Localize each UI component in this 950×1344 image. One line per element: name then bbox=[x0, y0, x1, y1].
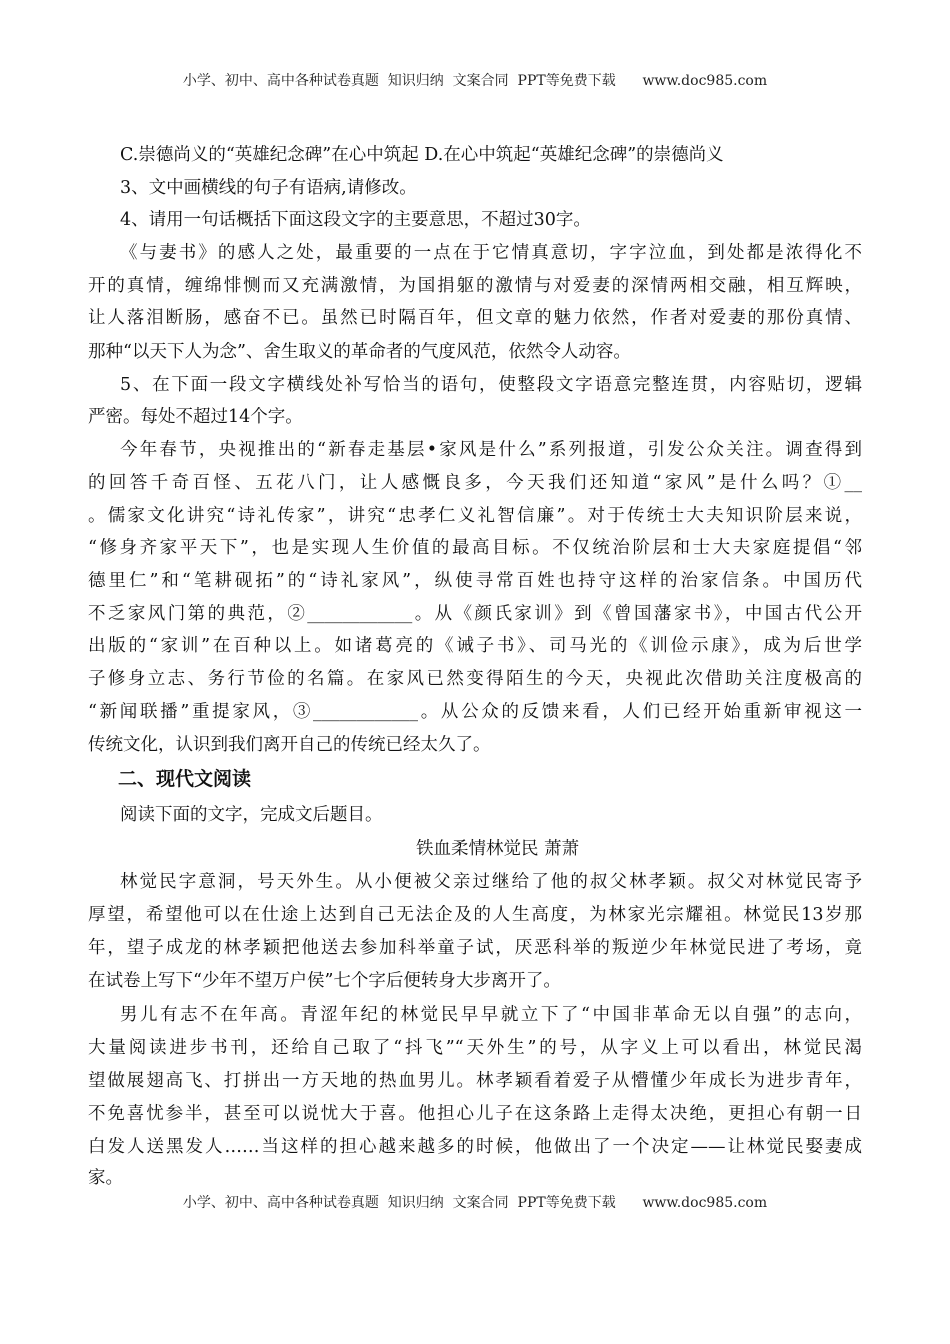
text-line: 开的真情，缠绵悱恻而又充满激情，为国捐躯的激情与对爱妻的深情两相交融，相互辉映， bbox=[88, 276, 862, 296]
text-line: 大量阅读进步书刊，还给自己取了“抖飞”“天外生”的号，从字义上可以看出，林觉民渴 bbox=[88, 1038, 862, 1058]
text-line: C.崇德尚义的“英雄纪念碑”在心中筑起 D.在心中筑起“英雄纪念碑”的崇德尚义 bbox=[120, 145, 724, 165]
text-line: 厚望，希望他可以在仕途上达到自己无法企及的人生高度，为林家光宗耀祖。林觉民13岁那 bbox=[88, 905, 862, 925]
text-line: 。儒家文化讲究“诗礼传家”，讲究“忠孝仁义礼智信廉”。对于传统士大夫知识阶层来说， bbox=[88, 506, 862, 526]
text-line: 在试卷上写下“少年不望万户侯”七个字后便转身大步离开了。 bbox=[88, 971, 561, 991]
text-line: 德里仁”和“笔耕砚拓”的“诗礼家风”，纵使寻常百姓也持守这样的治家信条。中国历代 bbox=[88, 571, 862, 591]
text-line: 出版的“家训”在百种以上。如诸葛亮的《诫子书》、司马光的《训俭示康》，成为后世学 bbox=[88, 636, 862, 656]
text-line: “新闻联播”重提家风，③____________。从公众的反馈来看，人们已经开始重新审视这一 bbox=[88, 702, 862, 722]
text-line: 子修身立志、务行节俭的名篇。在家风已然变得陌生的今天，央视此次借助关注度极高的 bbox=[88, 669, 862, 689]
text-line: 不免喜忧参半，甚至可以说忧大于喜。他担心儿子在这条路上走得太决绝，更担心有朝一日 bbox=[88, 1104, 862, 1124]
text-line: 3、文中画横线的句子有语病,请修改。 bbox=[120, 178, 417, 198]
text-line: 阅读下面的文字，完成文后题目。 bbox=[120, 805, 383, 825]
text-line: 不乏家风门第的典范，②____________。从《颜氏家训》到《曾国藩家书》，中国古代公开 bbox=[88, 604, 862, 624]
text-line: 4、请用一句话概括下面这段文字的主要意思，不超过30字。 bbox=[120, 210, 591, 230]
text-line: 那种“以天下人为念”、舍生取义的革命者的气度风范，依然令人动容。 bbox=[88, 342, 631, 362]
text-line: 让人落泪断肠，感奋不已。虽然已时隔百年，但文章的魅力依然，作者对爱妻的那份真情、 bbox=[88, 308, 862, 328]
section-heading: 二、现代文阅读 bbox=[118, 768, 252, 790]
text-line: 《与妻书》的感人之处，最重要的一点在于它情真意切，字字泣血，到处都是浓得化不 bbox=[120, 243, 862, 263]
text-line: 家。 bbox=[88, 1168, 123, 1188]
text-line: 传统文化，认识到我们离开自己的传统已经太久了。 bbox=[88, 735, 491, 755]
text-line: 年，望子成龙的林孝颖把他送去参加科举童子试，厌恶科举的叛逆少年林觉民进了考场，竟 bbox=[88, 938, 862, 958]
page-footer: 小学、初中、高中各种试卷真题 知识归纳 文案合同 PPT等免费下载 www.doc985.com bbox=[182, 1195, 768, 1211]
page-header: 小学、初中、高中各种试卷真题 知识归纳 文案合同 PPT等免费下载 www.doc985.com bbox=[182, 73, 768, 89]
text-line: “修身齐家平天下”，也是实现人生价值的最高目标。不仅统治阶层和士大夫家庭提倡“邻 bbox=[88, 538, 862, 558]
text-line: 林觉民字意洞，号天外生。从小便被父亲过继给了他的叔父林孝颖。叔父对林觉民寄予 bbox=[120, 872, 862, 892]
text-line: 白发人送黑发人……当这样的担心越来越多的时候，他做出了一个决定——让林觉民娶妻成 bbox=[88, 1137, 862, 1157]
text-line: 今年春节，央视推出的“新春走基层•家风是什么”系列报道，引发公众关注。调查得到 bbox=[120, 440, 862, 460]
text-line: 的回答千奇百怪、五花八门，让人感慨良多，今天我们还知道“家风”是什么吗？①__ bbox=[88, 473, 862, 493]
text-line: 男儿有志不在年高。青涩年纪的林觉民早早就立下了“中国非革命无以自强”的志向， bbox=[120, 1005, 862, 1025]
text-line: 严密。每处不超过14个字。 bbox=[88, 407, 303, 427]
article-title: 铁血柔情林觉民 萧萧 bbox=[415, 839, 580, 859]
text-line: 5、在下面一段文字横线处补写恰当的语句，使整段文字语意完整连贯，内容贴切，逻辑 bbox=[120, 375, 862, 395]
text-line: 望做展翅高飞、打拼出一方天地的热血男儿。林孝颖看着爱子从懵懂少年成长为进步青年， bbox=[88, 1071, 862, 1091]
